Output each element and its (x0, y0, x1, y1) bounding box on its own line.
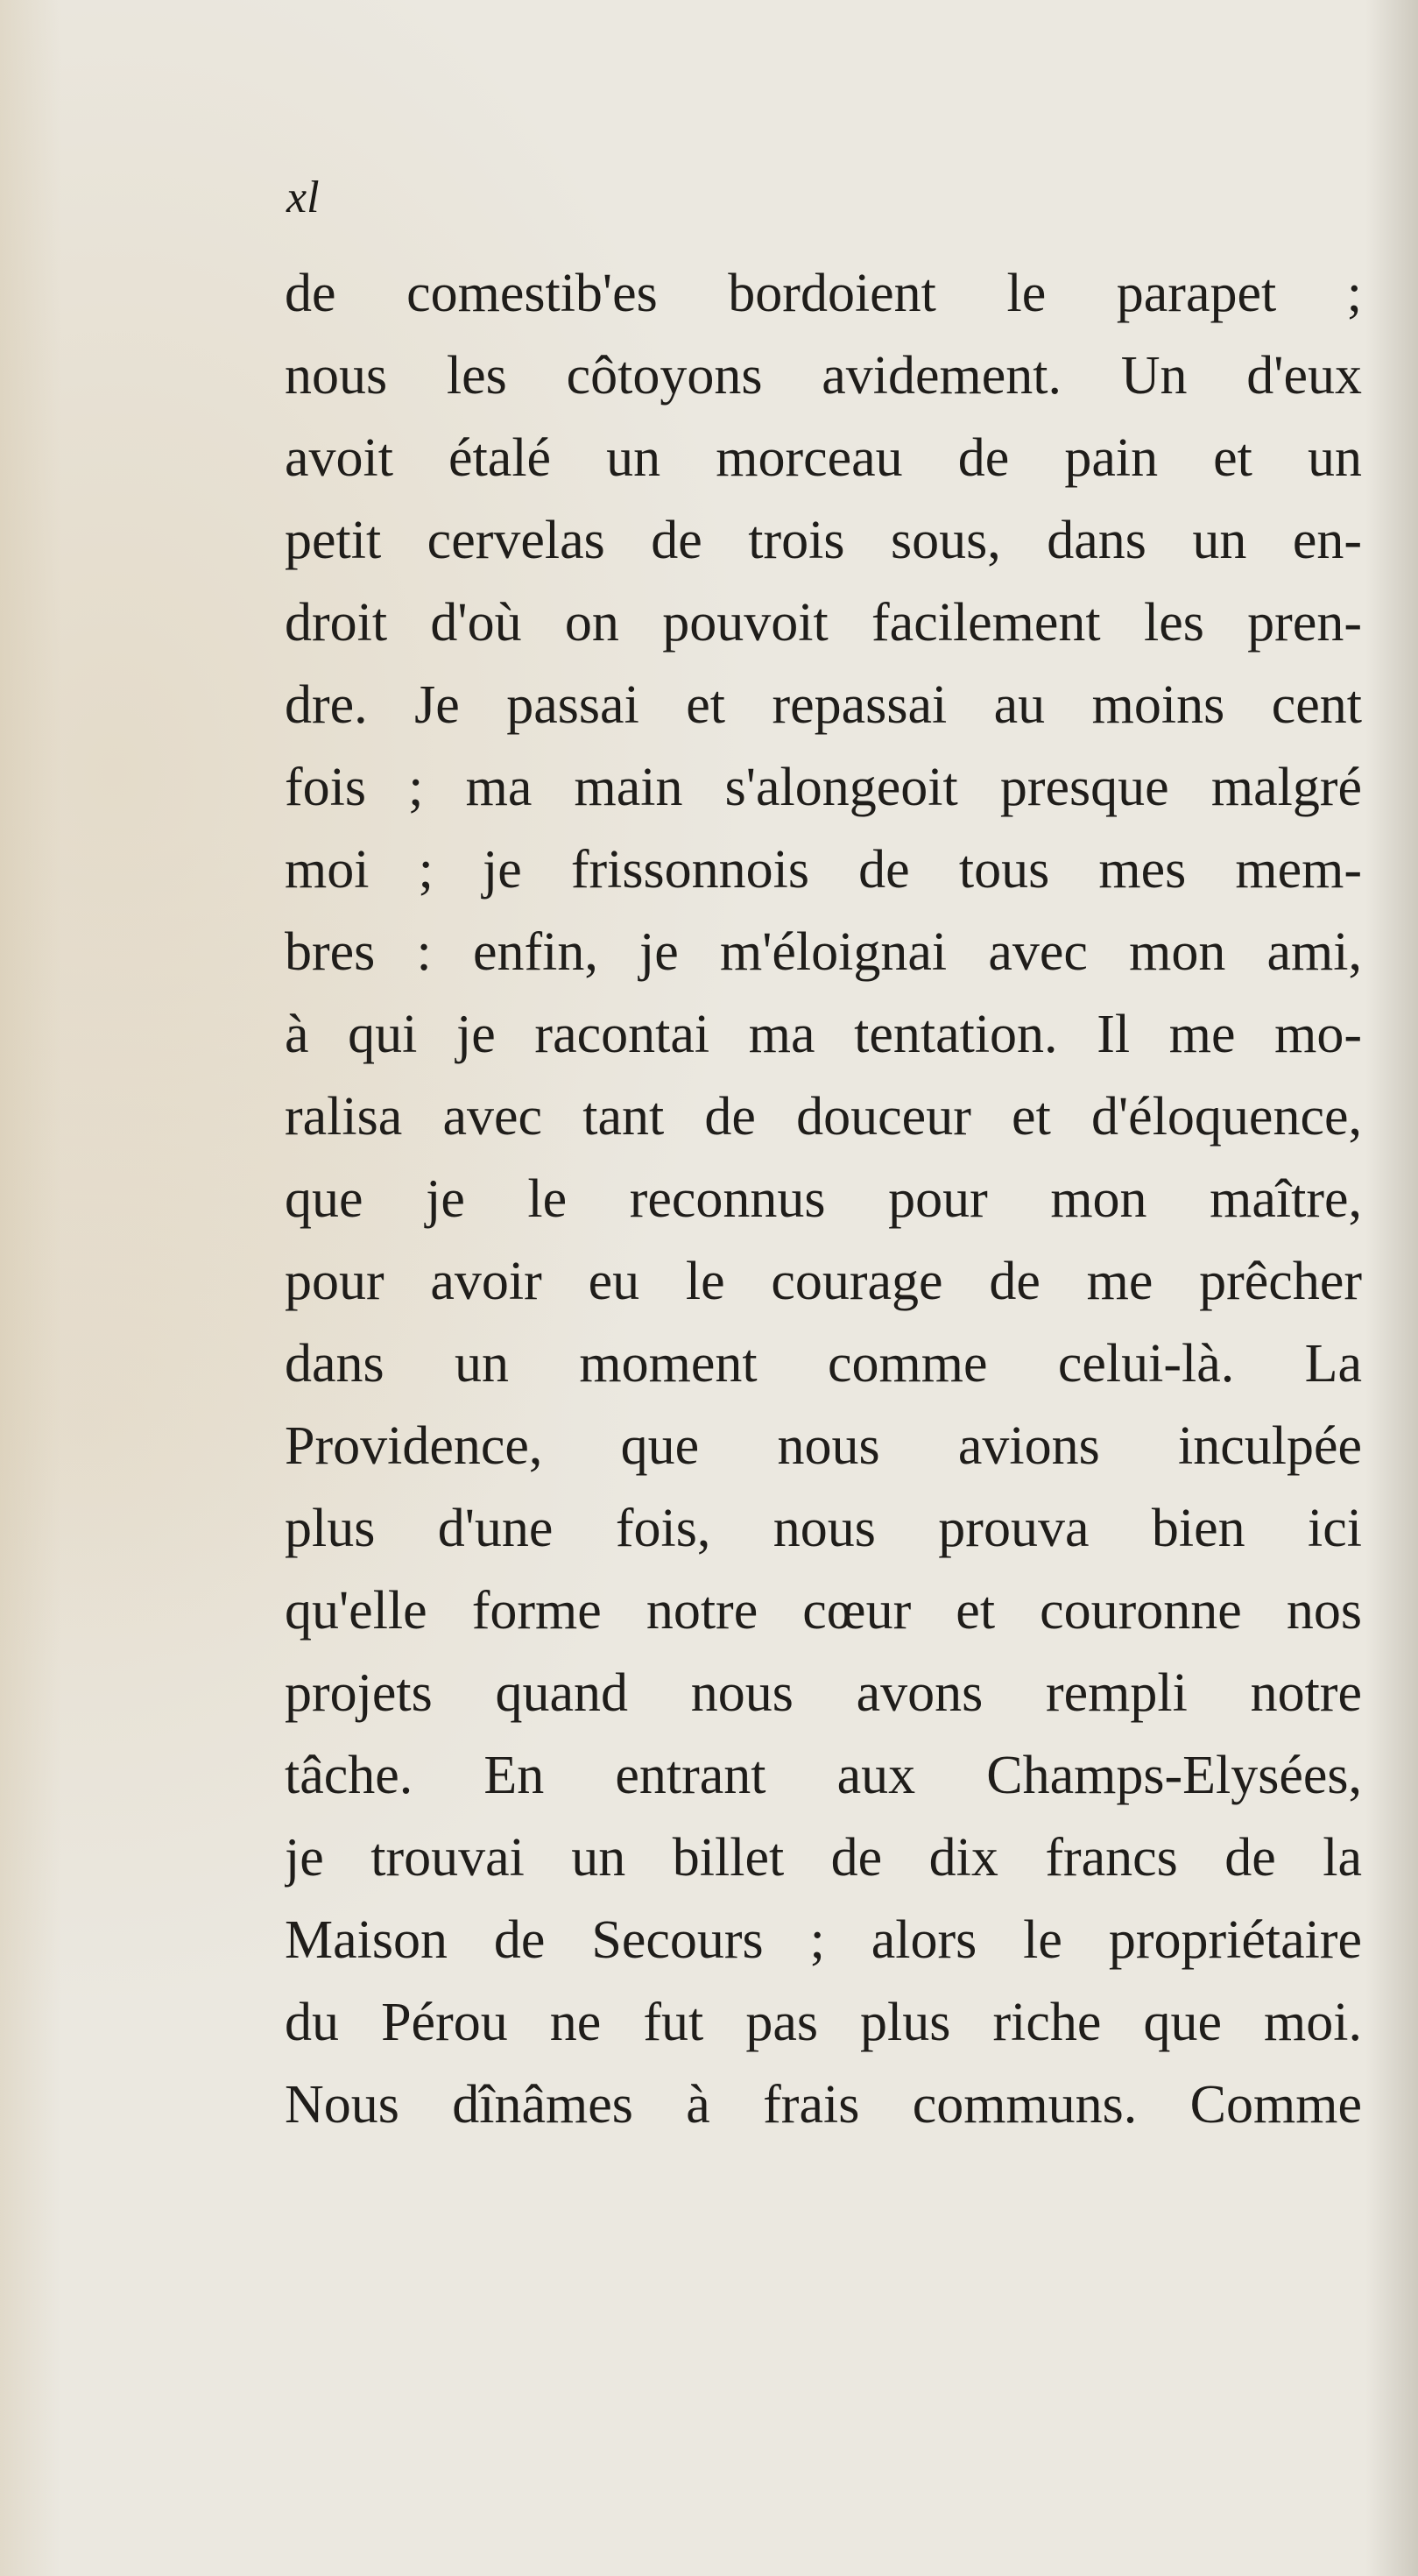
text-line: Maison de Secours ; alors le propriétaire (285, 1910, 1362, 1970)
text-line: dre. Je passai et repassai au moins cent (285, 675, 1362, 735)
text-line: fois ; ma main s'alongeoit presque malgré (285, 758, 1362, 817)
body-text (285, 252, 1362, 2146)
text-line: pour avoir eu le courage de me prêcher (285, 1252, 1362, 1311)
text-line: avoit étalé un morceau de pain et un (285, 428, 1362, 488)
text-line: projets quand nous avons rempli notre (285, 1663, 1362, 1723)
text-line: petit cervelas de trois sous, dans un en- (285, 511, 1362, 570)
text-line: droit d'où on pouvoit facilement les pren- (285, 593, 1362, 653)
text-line: bres : enfin, je m'éloignai avec mon ami, (285, 922, 1362, 982)
text-line: je trouvai un billet de dix francs de la (285, 1828, 1362, 1888)
text-line: de comestib'es bordoient le parapet ; (285, 264, 1362, 323)
text-line: qu'elle forme notre cœur et couronne nos (285, 1581, 1362, 1641)
page-number: xl (286, 173, 320, 222)
text-line: que je le reconnus pour mon maître, (285, 1169, 1362, 1229)
text-line: ralisa avec tant de douceur et d'éloquence, (285, 1087, 1362, 1147)
text-line: moi ; je frissonnois de tous mes mem- (285, 840, 1362, 900)
text-line: à qui je racontai ma tentation. Il me mo- (285, 1005, 1362, 1064)
text-line: Nous dînâmes à frais communs. Comme (285, 2075, 1362, 2135)
text-line: plus d'une fois, nous prouva bien ici (285, 1499, 1362, 1558)
text-line: nous les côtoyons avidement. Un d'eux (285, 346, 1362, 406)
text-line: dans un moment comme celui-là. La (285, 1334, 1362, 1394)
text-line: tâche. En entrant aux Champs-Elysées, (285, 1746, 1362, 1805)
text-line: du Pérou ne fut pas plus riche que moi. (285, 1993, 1362, 2052)
text-line: Providence, que nous avions inculpée (285, 1416, 1362, 1476)
